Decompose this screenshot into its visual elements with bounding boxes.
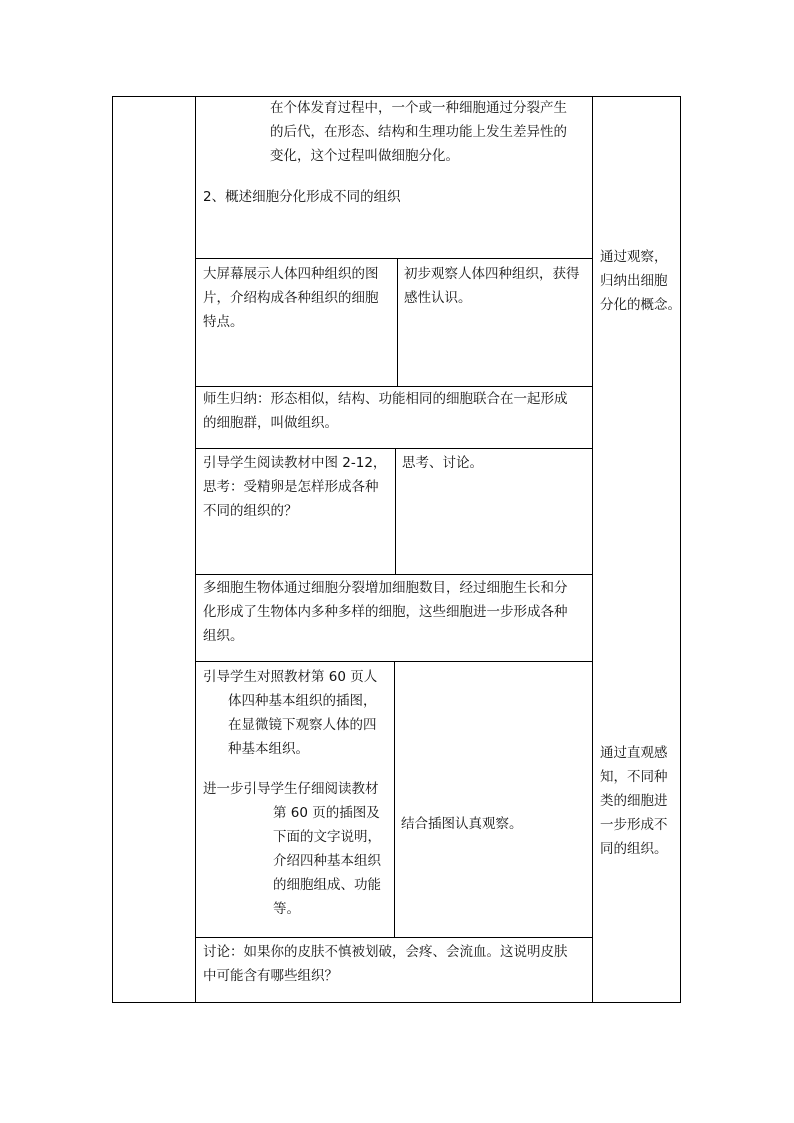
design-intent-text: 同的组织。 (600, 841, 668, 857)
teacher-activity-text: 的细胞组成、功能 (273, 877, 381, 893)
teacher-activity-text: 等。 (273, 901, 300, 917)
definition-line: 在个体发育过程中，一个或一种细胞通过分裂产生 (270, 100, 567, 116)
design-intent-text: 通过观察， (600, 249, 668, 265)
design-intent-text: 通过直观感 (600, 745, 668, 761)
design-intent-text: 归纳出细胞 (600, 273, 668, 289)
student-activity-text: 初步观察人体四种组织，获得 (404, 266, 580, 282)
teacher-activity-text: 大屏幕展示人体四种组织的图 (203, 266, 379, 282)
design-intent-text: 知，不同种 (600, 769, 668, 785)
teacher-activity-text: 第 60 页的插图及 (273, 805, 380, 821)
teacher-activity-text: 引导学生阅读教材中图 2-12， (203, 455, 387, 471)
teacher-activity-text: 引导学生对照教材第 60 页人 (203, 669, 378, 685)
student-activity-text: 感性认识。 (404, 290, 472, 306)
design-intent-text: 一步形成不 (600, 817, 668, 833)
teacher-activity-text: 片，介绍构成各种组织的细胞 (203, 290, 379, 306)
cell-divider-row2 (395, 448, 396, 574)
table-right-border (680, 96, 681, 1003)
table-left-border (112, 96, 113, 1003)
teacher-activity-text: 不同的组织的？ (203, 503, 298, 519)
row-divider (195, 937, 592, 938)
cell-divider-row3 (394, 661, 395, 937)
discussion-text: 中可能含有哪些组织？ (203, 968, 338, 984)
column-divider-1 (195, 96, 196, 1003)
teacher-activity-text: 种基本组织。 (228, 741, 309, 757)
design-intent-text: 分化的概念。 (600, 297, 681, 313)
student-activity-text: 结合插图认真观察。 (401, 816, 523, 832)
teacher-activity-text: 特点。 (203, 314, 244, 330)
summary-text: 组织。 (203, 628, 244, 644)
teacher-activity-text: 体四种基本组织的插图， (228, 693, 377, 709)
teacher-activity-text: 下面的文字说明， (273, 829, 381, 845)
table-bottom-border (112, 1002, 681, 1003)
summary-text: 师生归纳：形态相似，结构、功能相同的细胞联合在一起形成 (203, 391, 568, 407)
summary-text: 化形成了生物体内多种多样的细胞，这些细胞进一步形成各种 (203, 604, 568, 620)
row-divider (195, 258, 592, 259)
summary-text: 的细胞群，叫做组织。 (203, 415, 338, 431)
definition-line: 变化，这个过程叫做细胞分化。 (270, 148, 459, 164)
row-divider (195, 574, 592, 575)
row-divider (195, 386, 592, 387)
teacher-activity-text: 思考：受精卵是怎样形成各种 (203, 479, 379, 495)
discussion-text: 讨论：如果你的皮肤不慎被划破，会疼、会流血。这说明皮肤 (203, 944, 568, 960)
definition-line: 的后代，在形态、结构和生理功能上发生差异性的 (270, 124, 567, 140)
row-divider (195, 448, 592, 449)
summary-text: 多细胞生物体通过细胞分裂增加细胞数目，经过细胞生长和分 (203, 580, 568, 596)
teacher-activity-text: 在显微镜下观察人体的四 (228, 717, 377, 733)
teacher-activity-text: 介绍四种基本组织 (273, 853, 381, 869)
section-heading: 2、概述细胞分化形成不同的组织 (203, 189, 401, 205)
teacher-activity-text: 进一步引导学生仔细阅读教材 (203, 781, 379, 797)
student-activity-text: 思考、讨论。 (402, 455, 483, 471)
design-intent-text: 类的细胞进 (600, 793, 668, 809)
column-divider-intent (592, 96, 593, 1003)
cell-divider-row1 (397, 258, 398, 386)
